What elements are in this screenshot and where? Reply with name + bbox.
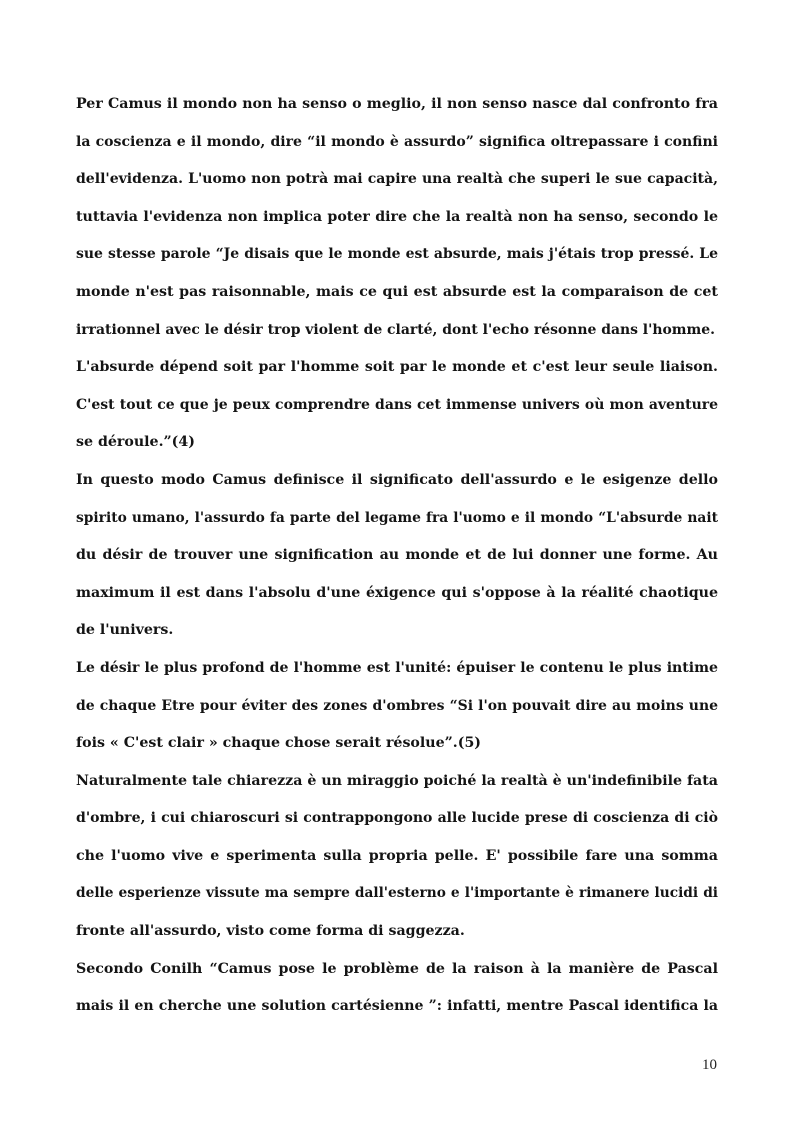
body-text	[76, 90, 718, 1030]
text-line: Secondo Conilh “Camus pose le problème de la raison à la manière de Pascal	[76, 960, 718, 977]
text-line: irrationnel avec le désir trop violent de clarté, dont l'echo résonne dans l'homme.	[76, 321, 716, 338]
text-line: C'est tout ce que je peux comprendre dans cet immense univers où mon aventure	[76, 396, 718, 413]
text-line: de l'univers.	[76, 622, 174, 639]
text-line: In questo modo Camus definisce il significato dell'assurdo e le esigenze dello	[76, 471, 718, 488]
text-line: che l'uomo vive e sperimenta sulla propria pelle. E' possibile fare una somma	[76, 847, 718, 864]
text-line: tuttavia l'evidenza non implica poter dire che la realtà non ha senso, secondo le	[76, 208, 718, 225]
text-line: de chaque Etre pour éviter des zones d'ombres “Si l'on pouvait dire au moins une	[76, 697, 718, 714]
text-line: monde n'est pas raisonnable, mais ce qui est absurde est la comparaison de cet	[76, 283, 718, 300]
text-line: L'absurde dépend soit par l'homme soit par le monde et c'est leur seule liaison.	[76, 359, 718, 376]
text-line: maximum il est dans l'absolu d'une éxigence qui s'oppose à la réalité chaotique	[76, 584, 718, 601]
text-line: Le désir le plus profond de l'homme est l'unité: épuiser le contenu le plus intime	[76, 659, 718, 676]
text-line: sue stesse parole “Je disais que le monde est absurde, mais j'étais trop pressé. Le	[76, 246, 718, 263]
text-line: d'ombre, i cui chiaroscuri si contrappongono alle lucide prese di coscienza di ciò	[76, 810, 718, 827]
page-number: 10	[702, 1057, 717, 1073]
text-line: fois « C'est clair » chaque chose serait résolue”.(5)	[76, 735, 482, 752]
text-line: dell'evidenza. L'uomo non potrà mai capire una realtà che superi le sue capacità,	[76, 171, 718, 188]
text-line: fronte all'assurdo, visto come forma di saggezza.	[76, 923, 465, 940]
text-line: Naturalmente tale chiarezza è un miraggio poiché la realtà è un'indefinibile fata	[76, 772, 718, 789]
text-line: se déroule.”(4)	[76, 434, 195, 451]
text-line: la coscienza e il mondo, dire “il mondo è assurdo” significa oltrepassare i confini	[76, 133, 718, 150]
text-line: spirito umano, l'assurdo fa parte del legame fra l'uomo e il mondo “L'absurde nait	[76, 509, 718, 526]
text-line: mais il en cherche une solution cartésienne ”: infatti, mentre Pascal identifica la	[76, 998, 718, 1015]
text-line: du désir de trouver une signification au monde et de lui donner une forme. Au	[76, 547, 718, 564]
text-line: delle esperienze vissute ma sempre dall'esterno e l'importante è rimanere lucidi di	[76, 885, 718, 902]
text-line: Per Camus il mondo non ha senso o meglio, il non senso nasce dal confronto fra	[76, 96, 718, 112]
